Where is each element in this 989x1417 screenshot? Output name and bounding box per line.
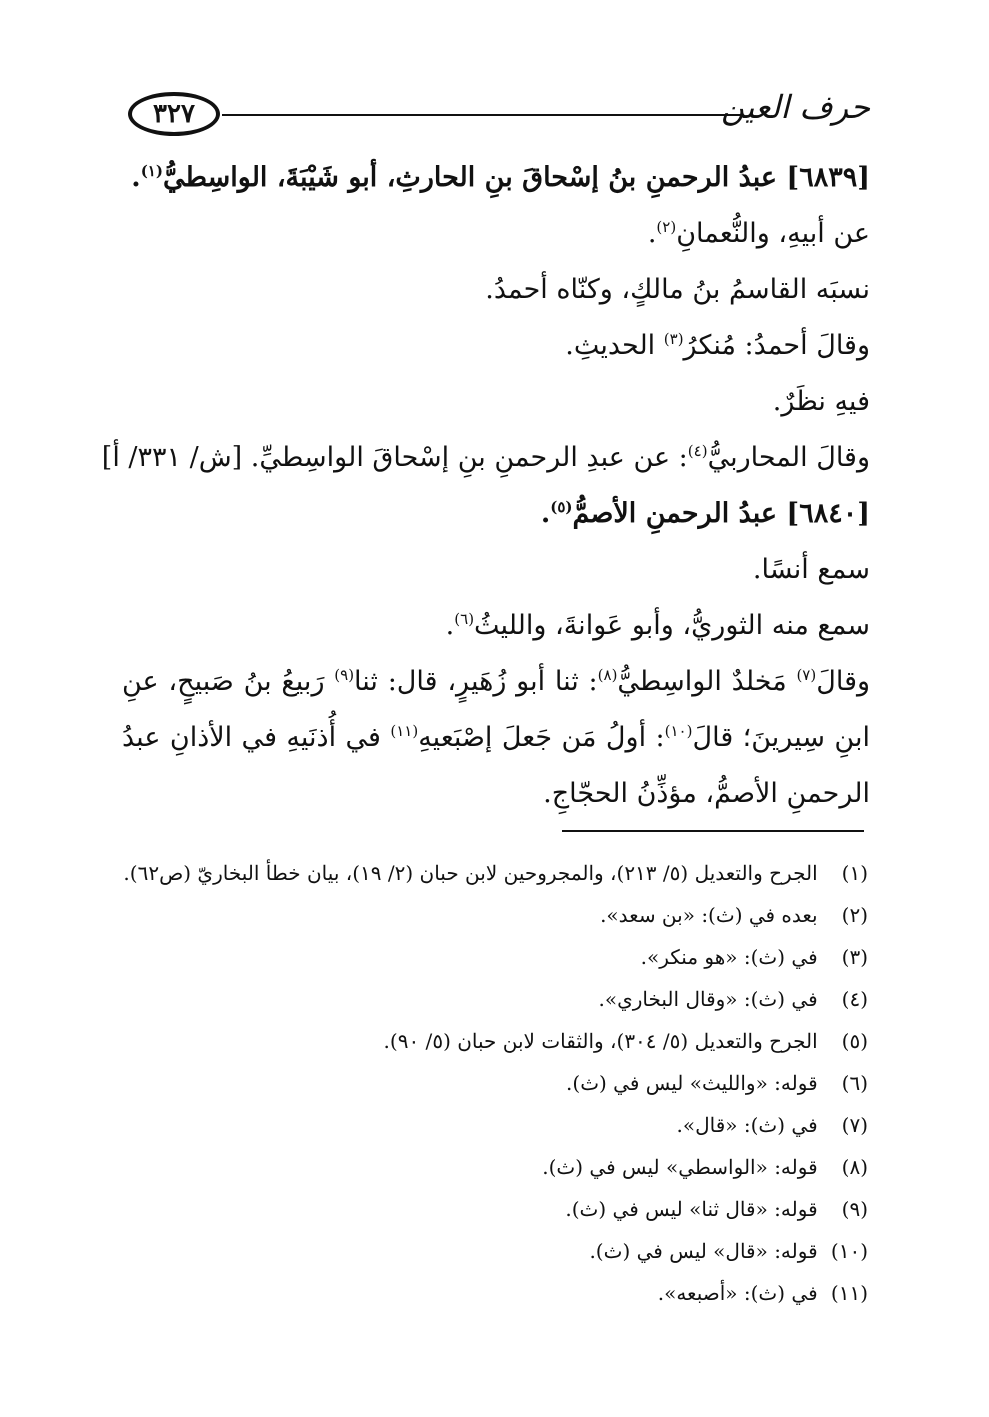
line-text: : أولُ مَن جَعلَ إصْبَعيهِ	[418, 722, 665, 753]
footnote-text: في (ث): «قال».	[676, 1113, 818, 1137]
text-line: نسبَه القاسمُ بنُ مالكٍ، وكنّاه أحمدُ.	[485, 274, 870, 305]
footnote-item	[122, 852, 868, 894]
footnote-number: (٨)	[841, 1155, 868, 1179]
footnote-item	[122, 1146, 868, 1188]
line-text: عن أبيهِ، والنُّعمانِ	[676, 218, 870, 249]
footnote-number: (٦)	[841, 1071, 868, 1095]
line-text: رَبيعُ بنُ صَبيحٍ، عنِ ابنِ سِيرينَ؛ قالَ	[122, 666, 870, 753]
footnote-item	[122, 978, 868, 1020]
entry-heading-6839: [٦٨٣٩] عبدُ الرحمنِ بنُ إسْحاقَ بنِ الحارثِ، أبو شَيْبَةَ، الواسِطيُّ$^{(١)}$.	[131, 162, 870, 193]
line-text: في أُذنَيهِ في الأذانِ عبدُ الرحمنِ الأصمُّ، مؤذِّنُ الحجّاجِ.	[122, 722, 870, 809]
footnote-item	[122, 894, 868, 936]
footnote-text: الجرح والتعديل (٥/ ٢١٣)، والمجروحين لابن حبان (٢/ ١٩)، بيان خطأ البخاريّ (ص٦٢).	[123, 861, 818, 885]
text-line: سمع أنسًا.	[752, 554, 870, 585]
footnote-ref[interactable]: (١)	[140, 162, 163, 180]
running-title: حرف العين	[721, 88, 870, 126]
footnote-ref[interactable]: (٩)	[334, 666, 355, 684]
line-text: وقالَ	[816, 666, 871, 697]
footnote-ref[interactable]: (٢)	[656, 218, 677, 236]
text-line	[122, 206, 870, 262]
footnote-ref[interactable]: (٥)	[550, 498, 573, 516]
footnote-text: في (ث): «وقال البخاري».	[598, 987, 818, 1011]
footnote-ref[interactable]: (١١)	[390, 722, 419, 740]
footnote-number: (١١)	[830, 1281, 868, 1305]
footnote-separator	[562, 830, 864, 832]
page-header	[120, 86, 870, 142]
footnote-text: في (ث): «هو منكر».	[640, 945, 818, 969]
header-rule	[222, 114, 742, 116]
line-text: وقالَ أحمدُ: مُنكرُ	[683, 330, 870, 361]
footnote-number: (٣)	[841, 945, 868, 969]
footnote-text: قوله: «قال ثنا» ليس في (ث).	[565, 1197, 818, 1221]
line-text: مَخلدٌ الواسِطيُّ	[617, 666, 797, 697]
footnote-ref[interactable]: (٧)	[796, 666, 817, 684]
entry-heading-6840: [٦٨٤٠] عبدُ الرحمنِ الأصمُّ$^{(٥)}$.	[540, 498, 870, 529]
text-line	[101, 430, 870, 486]
heading-text: [٦٨٤٠] عبدُ الرحمنِ الأصمُّ	[572, 498, 870, 529]
line-text: .	[445, 610, 455, 641]
line-text: : عن عبدِ الرحمنِ بنِ إسْحاقَ الواسِطيِّ. [ش/ ٣٣١/ أ]	[101, 442, 688, 473]
text-line	[122, 318, 870, 374]
footnote-ref[interactable]: (٨)	[597, 666, 618, 684]
heading-text: [٦٨٣٩] عبدُ الرحمنِ بنُ إسْحاقَ بنِ الحارثِ، أبو شَيْبَةَ، الواسِطيُّ	[162, 162, 870, 193]
footnote-item	[122, 1104, 868, 1146]
footnote-item	[122, 1272, 868, 1314]
footnote-item	[122, 1020, 868, 1062]
line-text: .	[647, 218, 657, 249]
footnote-text: بعده في (ث): «بن سعد».	[600, 903, 818, 927]
footnotes	[122, 852, 868, 1314]
footnote-number: (٩)	[841, 1197, 868, 1221]
footnote-number: (٧)	[841, 1113, 868, 1137]
footnote-text: قوله: «والليث» ليس في (ث).	[566, 1071, 818, 1095]
line-text: الحديثِ.	[565, 330, 664, 361]
page-number: ٣٢٧	[128, 92, 220, 136]
main-text	[101, 150, 871, 822]
footnote-ref[interactable]: (٦)	[454, 610, 475, 628]
text-line	[122, 598, 870, 654]
footnote-text: الجرح والتعديل (٥/ ٣٠٤)، والثقات لابن حبان (٥/ ٩٠).	[383, 1029, 818, 1053]
footnote-number: (٥)	[841, 1029, 868, 1053]
footnote-item	[122, 936, 868, 978]
footnote-ref[interactable]: (٤)	[687, 442, 708, 460]
footnote-text: قوله: «الواسطي» ليس في (ث).	[542, 1155, 818, 1179]
footnote-item	[122, 1230, 868, 1272]
line-text: : ثنا أبو زُهَيرٍ، قال: ثنا	[354, 666, 598, 697]
line-text: سمع منه الثوريُّ، وأبو عَوانةَ، والليثُ	[474, 610, 870, 641]
footnote-ref[interactable]: (٣)	[663, 330, 684, 348]
footnote-number: (١)	[841, 861, 868, 885]
text-line: فيهِ نظَرٌ.	[772, 386, 870, 417]
footnote-number: (٢)	[841, 903, 868, 927]
footnote-item	[122, 1188, 868, 1230]
footnote-text: في (ث): «أصبعه».	[657, 1281, 818, 1305]
narration-paragraph	[122, 654, 870, 822]
footnote-text: قوله: «قال» ليس في (ث).	[589, 1239, 818, 1263]
footnote-ref[interactable]: (١٠)	[664, 722, 693, 740]
footnote-number: (١٠)	[830, 1239, 868, 1263]
line-text: وقالَ المحاربيُّ	[707, 442, 870, 473]
footnote-item	[122, 1062, 868, 1104]
footnote-number: (٤)	[841, 987, 868, 1011]
